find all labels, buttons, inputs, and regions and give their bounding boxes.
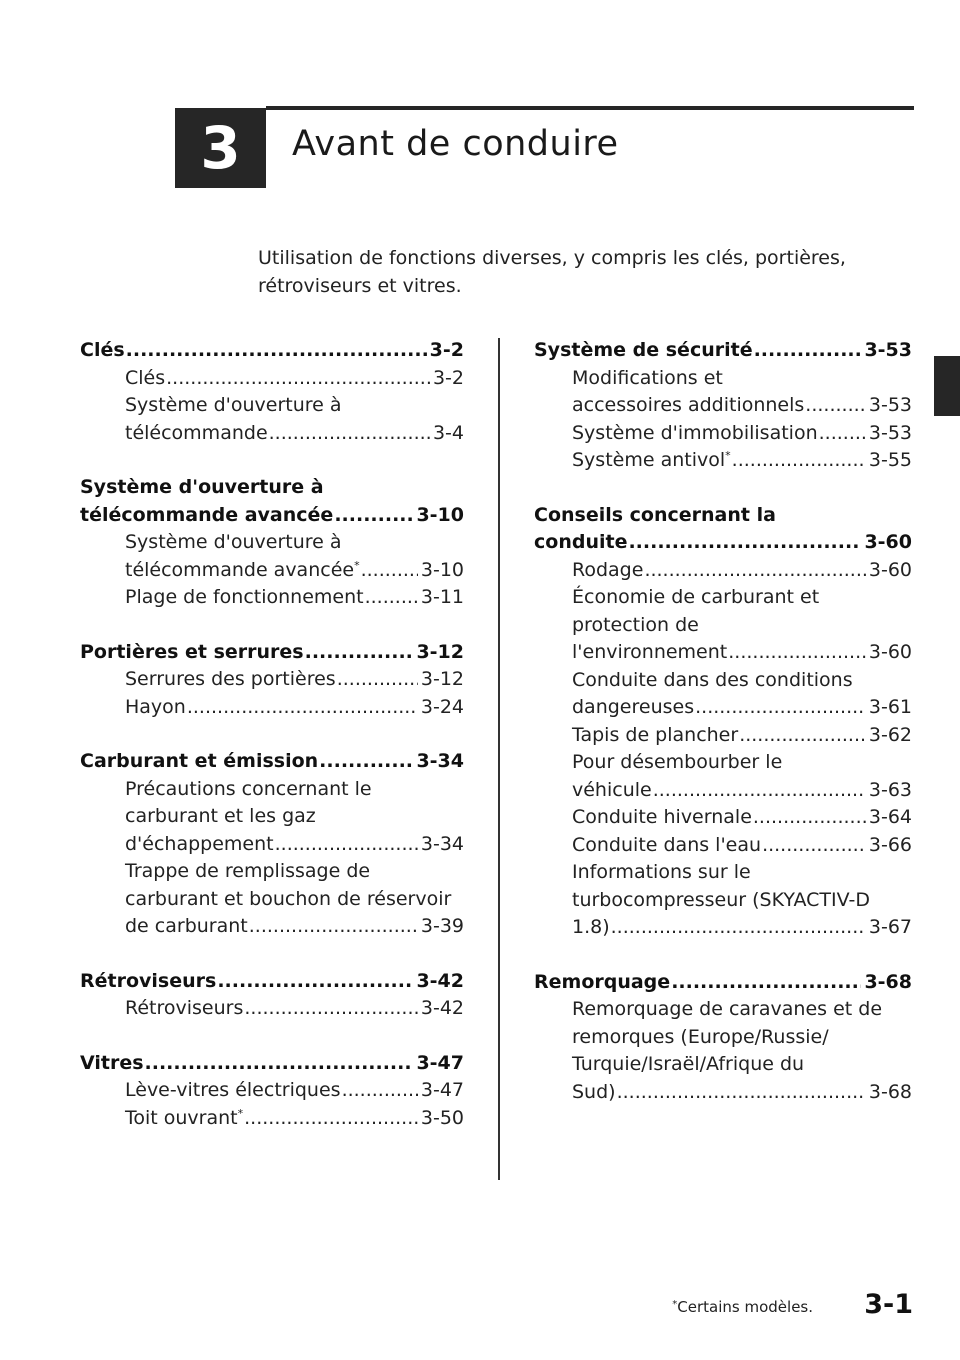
toc-entry-title bbox=[572, 420, 818, 448]
toc-entry[interactable] bbox=[80, 1105, 464, 1133]
toc-page-number: 3-11 bbox=[420, 586, 464, 608]
toc-entry-title bbox=[125, 995, 243, 1023]
dot-leader bbox=[819, 420, 866, 448]
toc-page-number: 3-2 bbox=[432, 366, 464, 389]
toc-section bbox=[534, 502, 912, 942]
toc-entry-title bbox=[572, 639, 727, 667]
toc-title-text: Clés bbox=[125, 366, 166, 389]
toc-page-number: 3-24 bbox=[420, 695, 464, 718]
toc-title-text: Rodage bbox=[572, 558, 644, 581]
toc-page-number: 3-60 bbox=[868, 558, 912, 581]
toc-entry-title bbox=[572, 1079, 616, 1107]
toc-entry-title bbox=[125, 831, 274, 859]
page-number: 3-1 bbox=[864, 1289, 913, 1320]
column-divider bbox=[498, 338, 500, 1180]
toc-section-title-line: Conseils concernant la bbox=[534, 503, 776, 526]
toc-entry[interactable] bbox=[80, 420, 464, 448]
toc-section bbox=[534, 969, 912, 1107]
dot-leader bbox=[762, 832, 866, 860]
toc-page-number: 3-10 bbox=[416, 503, 464, 526]
toc-section-title bbox=[80, 748, 318, 776]
toc-entry-title-line: carburant et les gaz bbox=[125, 805, 316, 827]
toc-page-number: 3-12 bbox=[420, 668, 464, 690]
toc-entry-title bbox=[572, 722, 738, 750]
toc-section-heading[interactable] bbox=[80, 968, 464, 996]
toc-entry-title bbox=[125, 557, 360, 585]
toc-section-heading[interactable] bbox=[80, 337, 464, 365]
toc-entry-title-line: Précautions concernant le bbox=[125, 777, 372, 800]
chapter-title: Avant de conduire bbox=[292, 124, 619, 164]
toc-entry-title bbox=[572, 694, 694, 722]
dot-leader bbox=[337, 666, 418, 694]
toc-page-number: 3-10 bbox=[420, 558, 464, 581]
toc-title-text: télécommande bbox=[125, 421, 268, 444]
toc-section-title bbox=[534, 337, 753, 365]
toc-entry[interactable] bbox=[534, 557, 912, 585]
dot-leader bbox=[728, 639, 866, 667]
toc-entry-title bbox=[572, 804, 752, 832]
toc-section-title bbox=[80, 968, 216, 996]
toc-page-number: 3-47 bbox=[420, 1079, 464, 1101]
toc-section-title bbox=[80, 639, 304, 667]
dot-leader bbox=[244, 1105, 418, 1133]
toc-entry-title bbox=[572, 832, 761, 860]
toc-section bbox=[80, 474, 464, 612]
dot-leader bbox=[653, 777, 866, 805]
toc-entry-title bbox=[572, 777, 652, 805]
toc-section bbox=[80, 748, 464, 941]
toc-entry-title bbox=[125, 913, 248, 941]
toc-page-number: 3-42 bbox=[420, 997, 464, 1019]
footnote-star: * bbox=[354, 558, 360, 572]
toc-page-number: 3-61 bbox=[868, 696, 912, 718]
footnote-text: Certains modèles. bbox=[677, 1298, 813, 1316]
dot-leader bbox=[319, 748, 413, 776]
toc-entry-title bbox=[125, 420, 268, 448]
toc-entry-title bbox=[125, 694, 186, 722]
toc-page-number: 3-62 bbox=[868, 723, 912, 746]
toc-section-title-line: Système d'ouverture à bbox=[80, 476, 324, 498]
toc-page-number: 3-64 bbox=[868, 806, 912, 828]
dot-leader bbox=[217, 968, 413, 996]
toc-entry[interactable] bbox=[534, 1079, 912, 1107]
toc-entry-title bbox=[572, 447, 731, 475]
dot-leader bbox=[754, 337, 862, 365]
toc-entry-title-line: Pour désembourber le bbox=[572, 751, 783, 773]
dot-leader bbox=[611, 914, 866, 942]
toc-entry[interactable] bbox=[534, 447, 912, 475]
toc-section-heading[interactable] bbox=[80, 748, 464, 776]
toc-title-text: véhicule bbox=[572, 778, 652, 801]
toc-entry-title bbox=[125, 584, 364, 612]
dot-leader bbox=[244, 995, 418, 1023]
toc-entry[interactable] bbox=[534, 832, 912, 860]
toc-entry[interactable] bbox=[80, 666, 464, 694]
toc-entry-title bbox=[572, 392, 804, 420]
dot-leader bbox=[166, 365, 430, 393]
toc-page-number: 3-12 bbox=[416, 640, 464, 663]
toc-entry[interactable] bbox=[534, 694, 912, 722]
toc-page-number: 3-68 bbox=[864, 970, 912, 993]
dot-leader bbox=[187, 694, 418, 722]
dot-leader bbox=[617, 1079, 866, 1107]
toc-title-text: Système d'immobilisation bbox=[572, 421, 818, 444]
dot-leader bbox=[305, 639, 414, 667]
toc-section-title bbox=[534, 969, 670, 997]
toc-entry-title bbox=[572, 557, 643, 585]
toc-title-text: de carburant bbox=[125, 915, 248, 937]
toc-entry-title-line: Économie de carburant et bbox=[572, 586, 820, 608]
toc-title-text: Rétroviseurs bbox=[125, 997, 244, 1019]
dot-leader bbox=[628, 529, 861, 557]
toc-entry[interactable] bbox=[534, 392, 912, 420]
toc-entry-title-line: Système d'ouverture à bbox=[125, 531, 342, 553]
toc-section bbox=[80, 337, 464, 447]
dot-leader bbox=[361, 557, 418, 585]
toc-entry[interactable] bbox=[534, 420, 912, 448]
dot-leader bbox=[249, 913, 418, 941]
toc-title-text: Clés bbox=[80, 339, 125, 361]
dot-leader bbox=[671, 969, 861, 997]
toc-title-text: Toit ouvrant bbox=[125, 1106, 238, 1129]
toc-entry-title bbox=[125, 365, 165, 393]
toc-section-title bbox=[80, 337, 125, 365]
toc-section bbox=[80, 968, 464, 1023]
toc-page-number: 3-4 bbox=[432, 421, 464, 444]
header-rule bbox=[266, 106, 914, 110]
toc-entry[interactable] bbox=[80, 694, 464, 722]
toc-title-text: dangereuses bbox=[572, 696, 695, 718]
toc-title-text: télécommande avancée bbox=[80, 503, 334, 526]
dot-leader bbox=[334, 502, 413, 530]
toc-title-text: Rétroviseurs bbox=[80, 969, 217, 992]
toc-page-number: 3-50 bbox=[420, 1106, 464, 1129]
dot-leader bbox=[739, 722, 866, 750]
toc-entry[interactable] bbox=[534, 777, 912, 805]
chapter-side-tab bbox=[934, 356, 960, 416]
toc-entry[interactable] bbox=[534, 639, 912, 667]
toc-title-text: Conduite dans l'eau bbox=[572, 833, 762, 856]
dot-leader bbox=[695, 694, 866, 722]
toc-entry-title bbox=[125, 1077, 341, 1105]
toc-entry[interactable] bbox=[80, 913, 464, 941]
toc-entry[interactable] bbox=[534, 804, 912, 832]
toc-section-heading[interactable] bbox=[80, 639, 464, 667]
toc-page-number: 3-53 bbox=[864, 339, 912, 361]
toc-page-number: 3-60 bbox=[868, 641, 912, 663]
dot-leader bbox=[732, 447, 866, 475]
toc-page-number: 3-63 bbox=[868, 778, 912, 801]
toc-title-text: Carburant et émission bbox=[80, 750, 319, 772]
toc-page-number: 3-2 bbox=[429, 339, 464, 361]
toc-page-number: 3-67 bbox=[868, 916, 912, 938]
toc-section-title bbox=[80, 502, 333, 530]
toc-entry-title-line: turbocompresseur (SKYACTIV-D bbox=[572, 888, 870, 911]
footnote-mark: * bbox=[672, 1299, 678, 1310]
toc-entry-title-line: remorques (Europe/Russie/ bbox=[572, 1025, 829, 1048]
toc-title-text: Plage de fonctionnement bbox=[125, 586, 364, 608]
toc-entry[interactable] bbox=[80, 557, 464, 585]
toc-title-text: Système de sécurité bbox=[534, 339, 753, 361]
toc-title-text: Lève-vitres électriques bbox=[125, 1079, 341, 1101]
toc-section bbox=[80, 1050, 464, 1133]
toc-page-number: 3-60 bbox=[864, 531, 912, 553]
dot-leader bbox=[145, 1050, 414, 1078]
toc-page-number: 3-53 bbox=[868, 421, 912, 444]
chapter-number-box bbox=[175, 108, 266, 188]
dot-leader bbox=[644, 557, 865, 585]
toc-title-text: Remorquage bbox=[534, 970, 671, 993]
toc-title-text: Sud) bbox=[572, 1080, 616, 1103]
toc-page-number: 3-47 bbox=[416, 1051, 464, 1074]
toc-title-text: Système antivol bbox=[572, 449, 726, 471]
toc-section bbox=[534, 337, 912, 475]
dot-leader bbox=[269, 420, 430, 448]
toc-page-number: 3-34 bbox=[420, 832, 464, 855]
toc-page-number: 3-55 bbox=[868, 449, 912, 471]
toc-section-heading[interactable] bbox=[534, 529, 912, 557]
toc-section-heading[interactable] bbox=[534, 337, 912, 365]
toc-entry-title-line: Remorquage de caravanes et de bbox=[572, 998, 883, 1020]
dot-leader bbox=[275, 831, 418, 859]
toc-entry-title bbox=[572, 914, 610, 942]
toc-page-number: 3-66 bbox=[868, 833, 912, 856]
toc-title-text: Hayon bbox=[125, 695, 186, 718]
toc-entry[interactable] bbox=[80, 365, 464, 393]
toc-entry-title-line: Trappe de remplissage de bbox=[125, 860, 371, 882]
toc-entry-title-line: Conduite dans des conditions bbox=[572, 668, 853, 691]
toc-entry-title-line: protection de bbox=[572, 613, 699, 636]
toc-section-title bbox=[80, 1050, 144, 1078]
toc-right-column bbox=[534, 337, 912, 1133]
toc-entry-title bbox=[125, 666, 336, 694]
toc-title-text: 1.8) bbox=[572, 916, 610, 938]
toc-title-text: Serrures des portières bbox=[125, 668, 336, 690]
toc-page-number: 3-53 bbox=[868, 394, 912, 416]
toc-title-text: télécommande avancée bbox=[125, 558, 355, 581]
footnote-star: * bbox=[725, 449, 731, 462]
toc-entry[interactable] bbox=[80, 584, 464, 612]
toc-entry-title bbox=[125, 1105, 243, 1133]
toc-entry[interactable] bbox=[534, 914, 912, 942]
toc-page-number: 3-42 bbox=[416, 969, 464, 992]
dot-leader bbox=[805, 392, 866, 420]
toc-title-text: Conduite hivernale bbox=[572, 806, 752, 828]
toc-section bbox=[80, 639, 464, 722]
toc-title-text: l'environnement bbox=[572, 641, 728, 663]
toc-entry-title-line: Système d'ouverture à bbox=[125, 394, 342, 416]
toc-section-heading[interactable] bbox=[80, 502, 464, 530]
toc-section-heading[interactable] bbox=[534, 969, 912, 997]
toc-page-number: 3-68 bbox=[868, 1080, 912, 1103]
toc-section-title bbox=[534, 529, 627, 557]
toc-page-number: 3-39 bbox=[420, 915, 464, 937]
toc-entry-title-line: Turquie/Israël/Afrique du bbox=[572, 1053, 805, 1075]
toc-title-text: Tapis de plancher bbox=[572, 723, 739, 746]
toc-entry-title-line: carburant et bouchon de réservoir bbox=[125, 887, 452, 910]
toc-title-text: Vitres bbox=[80, 1051, 144, 1074]
toc-page-number: 3-34 bbox=[416, 750, 464, 772]
toc-title-text: Portières et serrures bbox=[80, 640, 304, 663]
chapter-intro: Utilisation de fonctions diverses, y compris les clés, portières, rétroviseurs et vitres. bbox=[258, 247, 846, 297]
toc-left-column bbox=[80, 337, 464, 1159]
dot-leader bbox=[342, 1077, 418, 1105]
toc-title-text: accessoires additionnels bbox=[572, 394, 805, 416]
footnote bbox=[672, 1298, 813, 1316]
toc-title-text: conduite bbox=[534, 531, 628, 553]
toc-entry[interactable] bbox=[80, 831, 464, 859]
dot-leader bbox=[365, 584, 418, 612]
chapter-number: 3 bbox=[200, 114, 241, 182]
dot-leader bbox=[126, 337, 427, 365]
toc-section-heading[interactable] bbox=[80, 1050, 464, 1078]
toc-entry[interactable] bbox=[80, 1077, 464, 1105]
dot-leader bbox=[753, 804, 866, 832]
toc-entry-title-line: Modifications et bbox=[572, 366, 723, 389]
toc-entry[interactable] bbox=[534, 722, 912, 750]
footnote-star: * bbox=[237, 1106, 244, 1120]
toc-entry[interactable] bbox=[80, 995, 464, 1023]
toc-entry-title-line: Informations sur le bbox=[572, 861, 751, 883]
toc-title-text: d'échappement bbox=[125, 832, 274, 855]
